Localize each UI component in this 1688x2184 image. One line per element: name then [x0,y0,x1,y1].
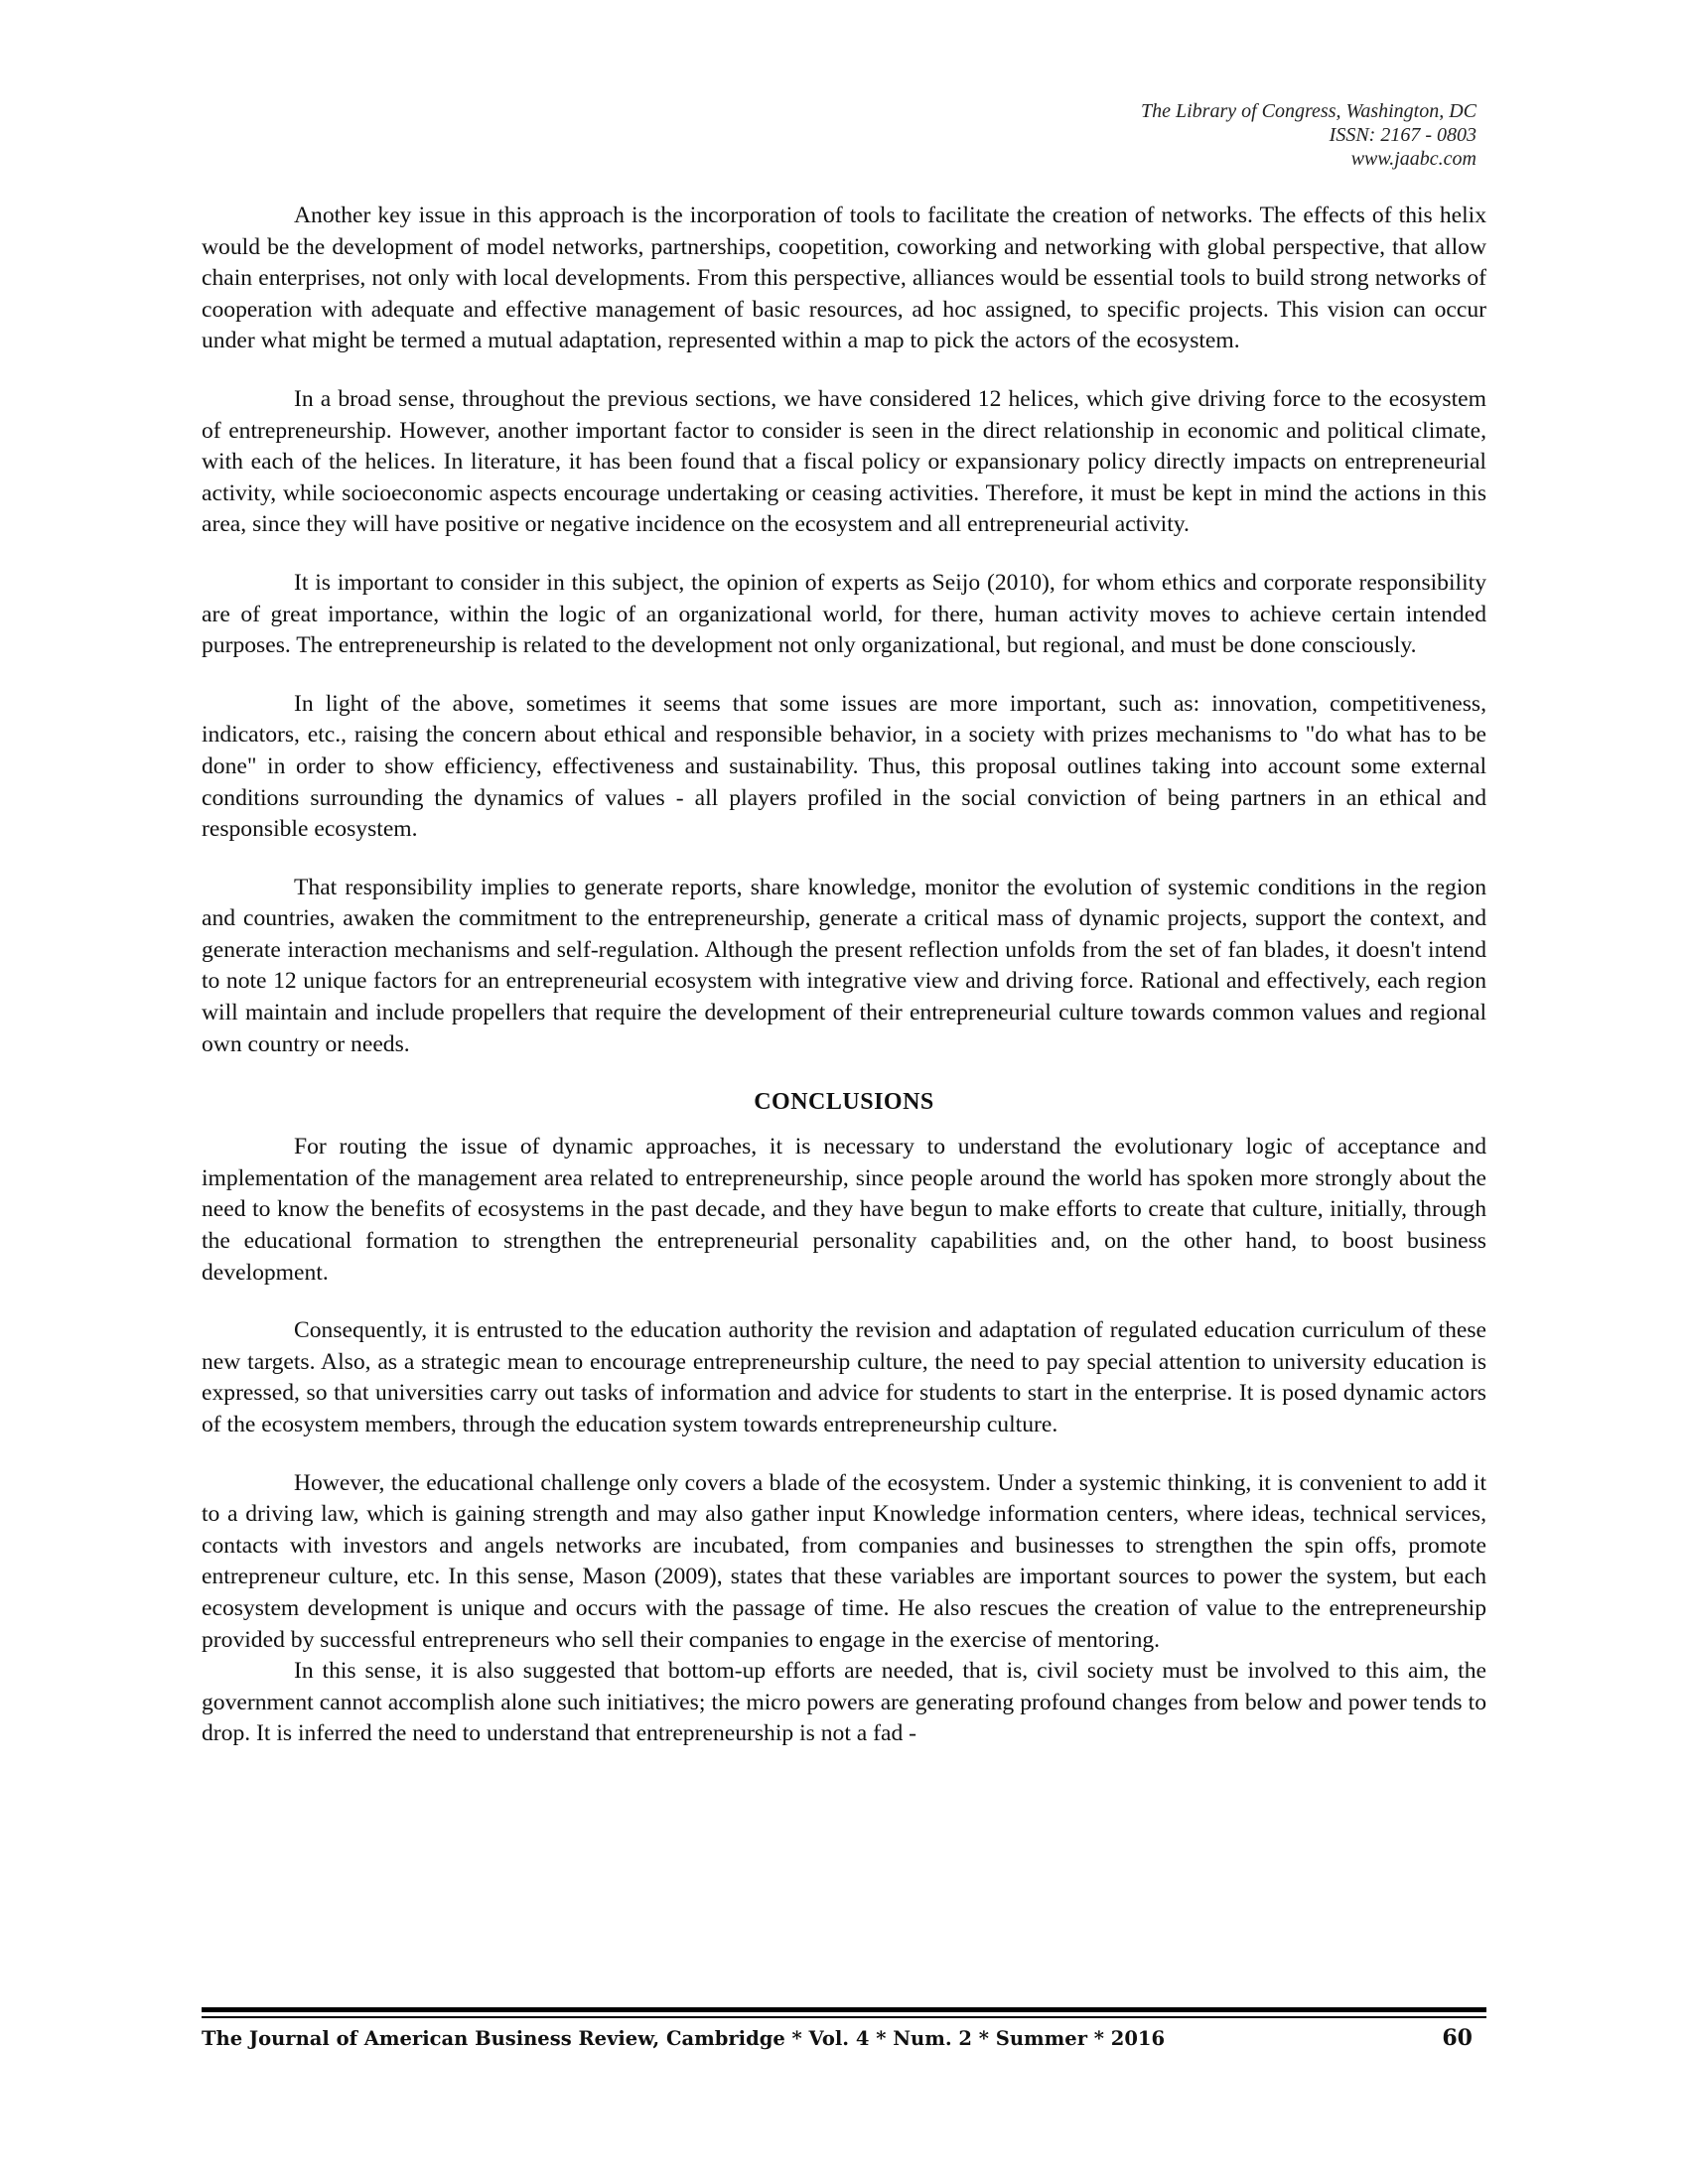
article-body [202,201,1486,1777]
page-number: 60 [1442,2025,1473,2051]
paragraph-responsibility: That responsibility implies to generate reports, share knowledge, monitor the evolution of systemic conditions in the region and countries, awaken the commitment to the entrepreneurship, generate a critical mass of dynamic projects, support the context, and generate interaction mechanisms and self-regulation. Although the present reflection unfolds from the set of fan blades, it doesn't intend to note 12 unique factors for an entrepreneurial ecosystem with integrative view and driving force. Rational and effectively, each region will maintain and include propellers that require the development of their entrepreneurial culture towards common values and regional own country or needs. [202,874,1486,1057]
paragraph-helices: In a broad sense, throughout the previous sections, we have considered 12 helices, which give driving force to the ecosystem of entrepreneurship. However, another important factor to consider is seen in the direct relationship in economic and political climate, with each of the helices. In literature, it has been found that a fiscal policy or expansionary policy directly impacts on entrepreneurial activity, while socioeconomic aspects encourage undertaking or ceasing activities. Therefore, it must be kept in mind the actions in this area, since they will have positive or negative incidence on the ecosystem and all entrepreneurial activity. [202,385,1486,538]
paragraph-ethics: It is important to consider in this subject, the opinion of experts as Seijo (2010), for whom ethics and corporate responsibility are of great importance, within the logic of an organizational world, for there, human activity moves to achieve certain intended purposes. The entrepreneurship is related to the development not only organizational, but regional, and must be done consciously. [202,569,1486,659]
footer-rule-thin [202,2016,1486,2018]
footer-journal-citation: The Journal of American Business Review, Cambridge * Vol. 4 * Num. 2 * Summer * 2016 [202,2027,1166,2050]
paragraph-conclusion-challenge: However, the educational challenge only covers a blade of the ecosystem. Under a systemic thinking, it is convenient to add it to a driving law, which is gaining strength and may also gather input Knowledge information centers, where ideas, technical services, contacts with investors and angels networks are incubated, from companies and businesses to strengthen the spin offs, promote entrepreneur culture, etc. In this sense, Mason (2009), states that these variables are important sources to power the system, but each ecosystem development is unique and occurs with the passage of time. He also rescues the creation of value to the entrepreneurship provided by successful entrepreneurs who sell their companies to engage in the exercise of mentoring. [202,1469,1486,1653]
footer-rule [202,2007,1486,2012]
paragraph-issues: In light of the above, sometimes it seems that some issues are more important, such as: innovation, competitiveness, indicators, etc., raising the concern about ethical and responsible behavior, in a society with prizes mechanisms to "do what has to be done" in order to show efficiency, effectiveness and sustainability. Thus, this proposal outlines taking into account some external conditions surrounding the dynamics of values - all players profiled in the social conviction of being partners in an ethical and responsible ecosystem. [202,690,1486,843]
paragraph-conclusion-bottom-up: In this sense, it is also suggested that bottom-up efforts are needed, that is, civil society must be involved to this aim, the government cannot accomplish alone such initiatives; the micro powers are generating profound changes from below and power tends to drop. It is inferred the need to understand that entrepreneurship is not a fad - [202,1658,1486,1747]
conclusions-heading: CONCLUSIONS [754,1089,934,1116]
running-footer [202,2025,1486,2051]
running-header [1141,99,1477,171]
paragraph-conclusion-routing: For routing the issue of dynamic approaches, it is necessary to understand the evolutionary logic of acceptance and implementation of the management area related to entrepreneurship, since people around the world has spoken more strongly about the need to know the benefits of ecosystems in the past decade, and they have begun to make efforts to create that culture, initially, through the educational formation to strengthen the entrepreneurial personality capabilities and, on the other hand, to boost business development. [202,1134,1486,1286]
paragraph-conclusion-education: Consequently, it is entrusted to the education authority the revision and adaptation of regulated education curriculum of these new targets. Also, as a strategic mean to encourage entrepreneurship culture, the need to pay special attention to university education is expressed, so that universities carry out tasks of information and advice for students to start in the enterprise. It is posed dynamic actors of the ecosystem members, through the education system towards entrepreneurship culture. [202,1317,1486,1437]
header-issn: ISSN: 2167 - 0803 [1329,124,1477,146]
header-website: www.jaabc.com [1350,148,1477,170]
paragraph-networks: Another key issue in this approach is the incorporation of tools to facilitate the creation of networks. The effects of this helix would be the development of model networks, partnerships, coopetition, coworking and networking with global perspective, that allow chain enterprises, not only with local developments. From this perspective, alliances would be essential tools to build strong networks of cooperation with adequate and effective management of basic resources, ad hoc assigned, to specific projects. This vision can occur under what might be termed a mutual adaptation, represented within a map to pick the actors of the ecosystem. [202,203,1486,354]
header-publisher: The Library of Congress, Washington, DC [1140,100,1477,122]
